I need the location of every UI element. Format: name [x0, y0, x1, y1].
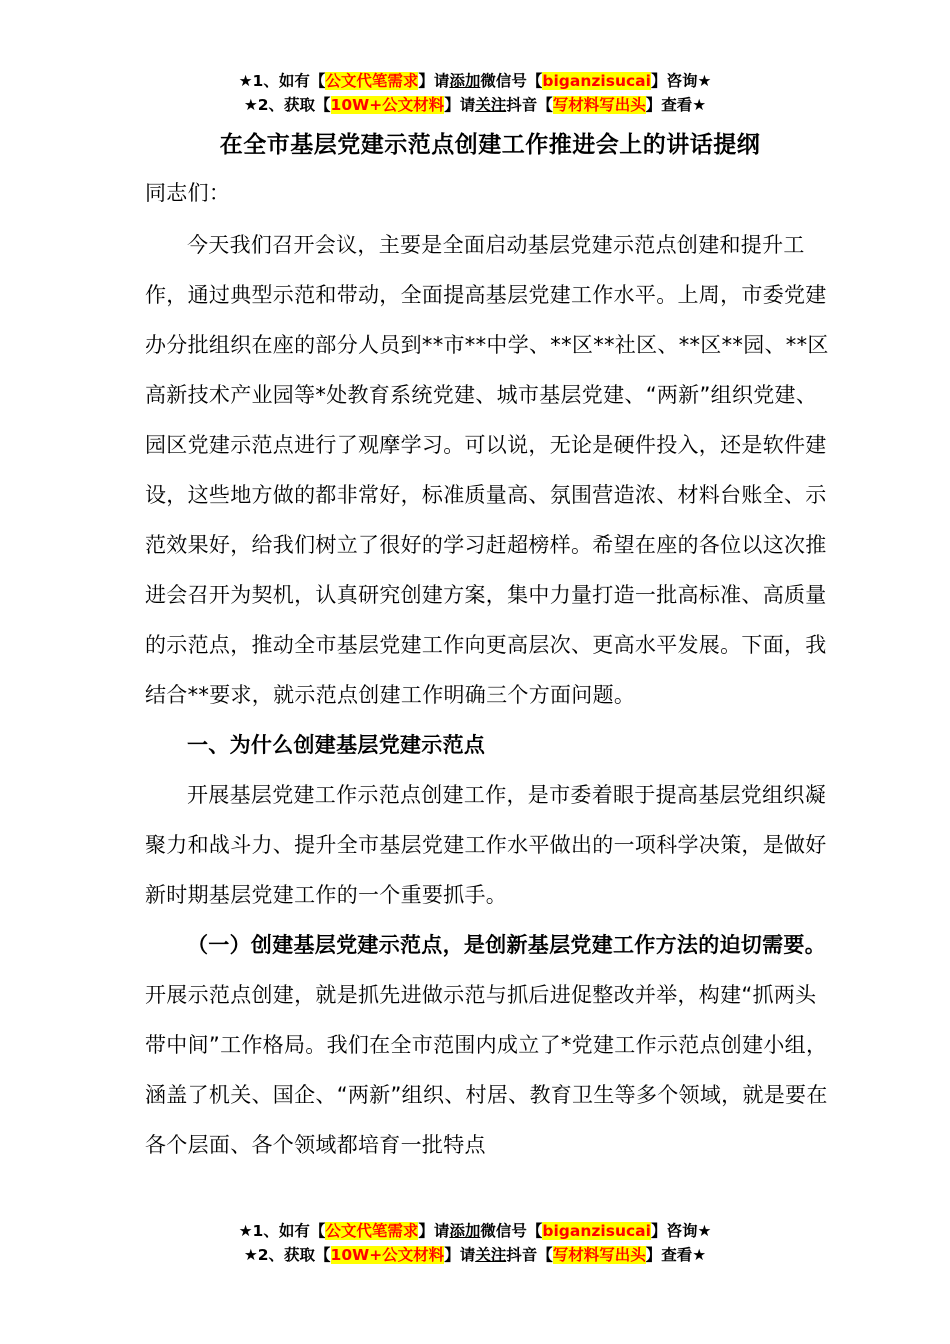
promo-text: 抖音【 — [506, 1246, 553, 1264]
promo-text: 】咨询★ — [650, 1222, 712, 1240]
document-body — [145, 121, 835, 1170]
promo-underline: 关注 — [475, 96, 507, 114]
greeting: 同志们： — [145, 181, 231, 205]
paragraph-3-body: 开展示范点创建，就是抓先进做示范与抓后进促整改并举，构建“抓两头带中间”工作格局。我们在全市范围内成立了*党建工作示范点创建小组，涵盖了机关、国企、“两新”组织、村居、教育卫生等多个领域，就是要在各个层面、各个领域都培育一批特点 — [145, 983, 828, 1157]
promo-highlight: 公文代笔需求 — [325, 72, 419, 90]
promo-text: 】查看★ — [645, 1246, 707, 1264]
promo-banner-top — [0, 69, 950, 117]
promo-banner-bottom — [0, 1219, 950, 1267]
promo-text: 抖音【 — [506, 96, 553, 114]
promo-text: ★2、获取【 — [243, 96, 331, 114]
paragraph-3 — [145, 920, 835, 1170]
paragraph-1: 今天我们召开会议，主要是全面启动基层党建示范点创建和提升工作，通过典型示范和带动，全面提高基层党建工作水平。上周，市委党建办分批组织在座的部分人员到**市**中学、**区**社区、**区**园、**区高新技术产业园等*处教育系统党建、城市基层党建、“两新”组织党建、园区党建示范点进行了观摩学习。可以说，无论是硬件投入，还是软件建设，这些地方做的都非常好，标准质量高、氛围营造浓、材料台账全、示范效果好，给我们树立了很好的学习赶超榜样。希望在座的各位以这次推进会召开为契机，认真研究创建方案，集中力量打造一批高标准、高质量的示范点，推动全市基层党建工作向更高层次、更高水平发展。下面，我结合**要求，就示范点创建工作明确三个方面问题。 — [145, 233, 829, 707]
promo-text: ★1、如有【 — [238, 1222, 326, 1240]
promo-underline: 添加 — [449, 1222, 481, 1240]
promo-highlight: 公文代笔需求 — [325, 1222, 419, 1240]
promo-highlight: 10W+公文材料 — [330, 1246, 445, 1264]
document-title: 在全市基层党建示范点创建工作推进会上的讲话提纲 — [219, 132, 761, 158]
promo-line-2 — [0, 93, 950, 117]
promo-highlight: 写材料写出头 — [552, 96, 646, 114]
promo-text: ★2、获取【 — [243, 1246, 331, 1264]
promo-text: 微信号【 — [480, 1222, 543, 1240]
section-heading-1: 一、为什么创建基层党建示范点 — [187, 733, 486, 757]
promo-text: 】请 — [444, 96, 476, 114]
promo-highlight: biganzisucai — [542, 1222, 651, 1240]
promo-line-2 — [0, 1243, 950, 1267]
promo-text: 】咨询★ — [650, 72, 712, 90]
paragraph-2: 开展基层党建工作示范点创建工作，是市委着眼于提高基层党组织凝聚力和战斗力、提升全市基层党建工作水平做出的一项科学决策，是做好新时期基层党建工作的一个重要抓手。 — [145, 783, 827, 907]
promo-line-1 — [0, 69, 950, 93]
promo-line-1 — [0, 1219, 950, 1243]
promo-underline: 关注 — [475, 1246, 507, 1264]
promo-underline: 添加 — [449, 72, 481, 90]
promo-text: 】请 — [418, 72, 450, 90]
promo-text: ★1、如有【 — [238, 72, 326, 90]
promo-highlight: 写材料写出头 — [552, 1246, 646, 1264]
promo-text: 】请 — [418, 1222, 450, 1240]
promo-highlight: biganzisucai — [542, 72, 651, 90]
paragraph-3-lead: （一）创建基层党建示范点，是创新基层党建工作方法的迫切需要。 — [187, 933, 826, 957]
promo-text: 微信号【 — [480, 72, 543, 90]
promo-highlight: 10W+公文材料 — [330, 96, 445, 114]
promo-text: 】查看★ — [645, 96, 707, 114]
promo-text: 】请 — [444, 1246, 476, 1264]
